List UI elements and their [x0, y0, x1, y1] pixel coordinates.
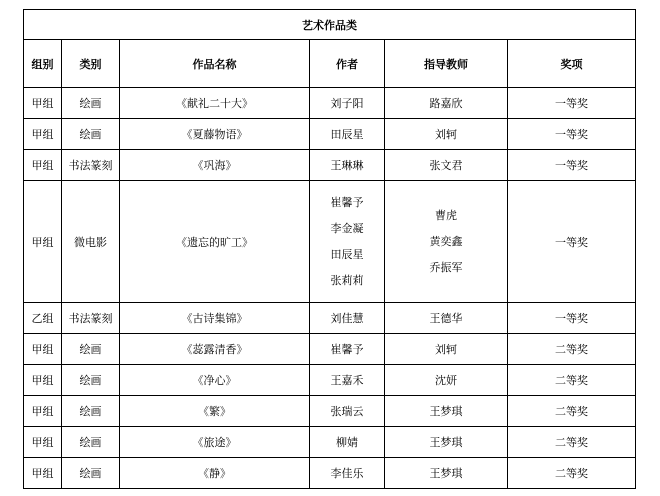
header-award: 奖项	[508, 40, 636, 88]
author-name: 李金凝	[330, 221, 364, 235]
cell-teachers	[385, 181, 508, 303]
cell-award: 一等奖	[508, 150, 636, 181]
cell-group: 甲组	[24, 88, 62, 119]
teacher-name: 黄奕鑫	[429, 234, 463, 248]
cell-group: 甲组	[24, 150, 62, 181]
cell-category: 绘画	[62, 88, 120, 119]
cell-work: 《繁》	[120, 396, 310, 427]
cell-category: 绘画	[62, 119, 120, 150]
cell-author: 田辰星	[310, 119, 385, 150]
table-row	[24, 150, 636, 181]
table-row	[24, 365, 636, 396]
table-row	[24, 334, 636, 365]
cell-category: 绘画	[62, 365, 120, 396]
cell-group: 甲组	[24, 334, 62, 365]
cell-category: 绘画	[62, 458, 120, 489]
cell-work: 《夏藤物语》	[120, 119, 310, 150]
cell-teacher: 王梦琪	[385, 458, 508, 489]
cell-category: 书法篆刻	[62, 303, 120, 334]
cell-work: 《旅途》	[120, 427, 310, 458]
cell-author: 李佳乐	[310, 458, 385, 489]
cell-author: 柳婧	[310, 427, 385, 458]
cell-award: 二等奖	[508, 365, 636, 396]
cell-work: 《献礼二十大》	[120, 88, 310, 119]
cell-work: 《静》	[120, 458, 310, 489]
cell-category: 微电影	[62, 181, 120, 303]
teacher-name: 乔振军	[429, 260, 463, 274]
cell-group: 甲组	[24, 365, 62, 396]
table-row	[24, 427, 636, 458]
table-row	[24, 119, 636, 150]
cell-teacher: 刘轲	[385, 119, 508, 150]
cell-teacher: 张文君	[385, 150, 508, 181]
table-row	[24, 88, 636, 119]
header-teacher: 指导教师	[385, 40, 508, 88]
cell-group: 甲组	[24, 396, 62, 427]
header-group: 组别	[24, 40, 62, 88]
cell-work: 《巩海》	[120, 150, 310, 181]
cell-award: 二等奖	[508, 458, 636, 489]
cell-authors	[310, 181, 385, 303]
table-row	[24, 458, 636, 489]
author-name: 田辰星	[330, 247, 364, 261]
cell-teacher: 王德华	[385, 303, 508, 334]
cell-author: 崔馨予	[310, 334, 385, 365]
cell-award: 一等奖	[508, 88, 636, 119]
cell-award: 一等奖	[508, 303, 636, 334]
cell-category: 书法篆刻	[62, 150, 120, 181]
table-title: 艺术作品类	[24, 10, 636, 40]
cell-teacher: 王梦琪	[385, 427, 508, 458]
cell-group: 甲组	[24, 427, 62, 458]
cell-award: 一等奖	[508, 119, 636, 150]
table-header-row	[24, 40, 636, 88]
table-row	[24, 181, 636, 303]
header-work: 作品名称	[120, 40, 310, 88]
author-name: 崔馨予	[330, 195, 364, 209]
cell-work: 《净心》	[120, 365, 310, 396]
cell-teacher: 路嘉欣	[385, 88, 508, 119]
cell-author: 王嘉禾	[310, 365, 385, 396]
cell-work: 《古诗集锦》	[120, 303, 310, 334]
cell-award: 二等奖	[508, 396, 636, 427]
cell-category: 绘画	[62, 396, 120, 427]
cell-work: 《遗忘的旷工》	[120, 181, 310, 303]
header-category: 类别	[62, 40, 120, 88]
awards-table	[23, 9, 636, 489]
cell-teacher: 刘轲	[385, 334, 508, 365]
cell-award: 二等奖	[508, 427, 636, 458]
cell-work: 《蕊露清香》	[120, 334, 310, 365]
table-row	[24, 303, 636, 334]
table-row	[24, 396, 636, 427]
cell-award: 二等奖	[508, 334, 636, 365]
cell-category: 绘画	[62, 334, 120, 365]
cell-author: 王琳琳	[310, 150, 385, 181]
teacher-name: 曹虎	[435, 208, 457, 222]
author-name: 张莉莉	[330, 273, 364, 287]
cell-author: 刘佳慧	[310, 303, 385, 334]
cell-award: 一等奖	[508, 181, 636, 303]
cell-author: 刘子阳	[310, 88, 385, 119]
cell-group: 甲组	[24, 119, 62, 150]
cell-group: 甲组	[24, 458, 62, 489]
cell-teacher: 王梦琪	[385, 396, 508, 427]
table-title-row	[24, 10, 636, 40]
cell-category: 绘画	[62, 427, 120, 458]
cell-teacher: 沈妍	[385, 365, 508, 396]
cell-group: 乙组	[24, 303, 62, 334]
cell-author: 张瑞云	[310, 396, 385, 427]
cell-group: 甲组	[24, 181, 62, 303]
header-author: 作者	[310, 40, 385, 88]
